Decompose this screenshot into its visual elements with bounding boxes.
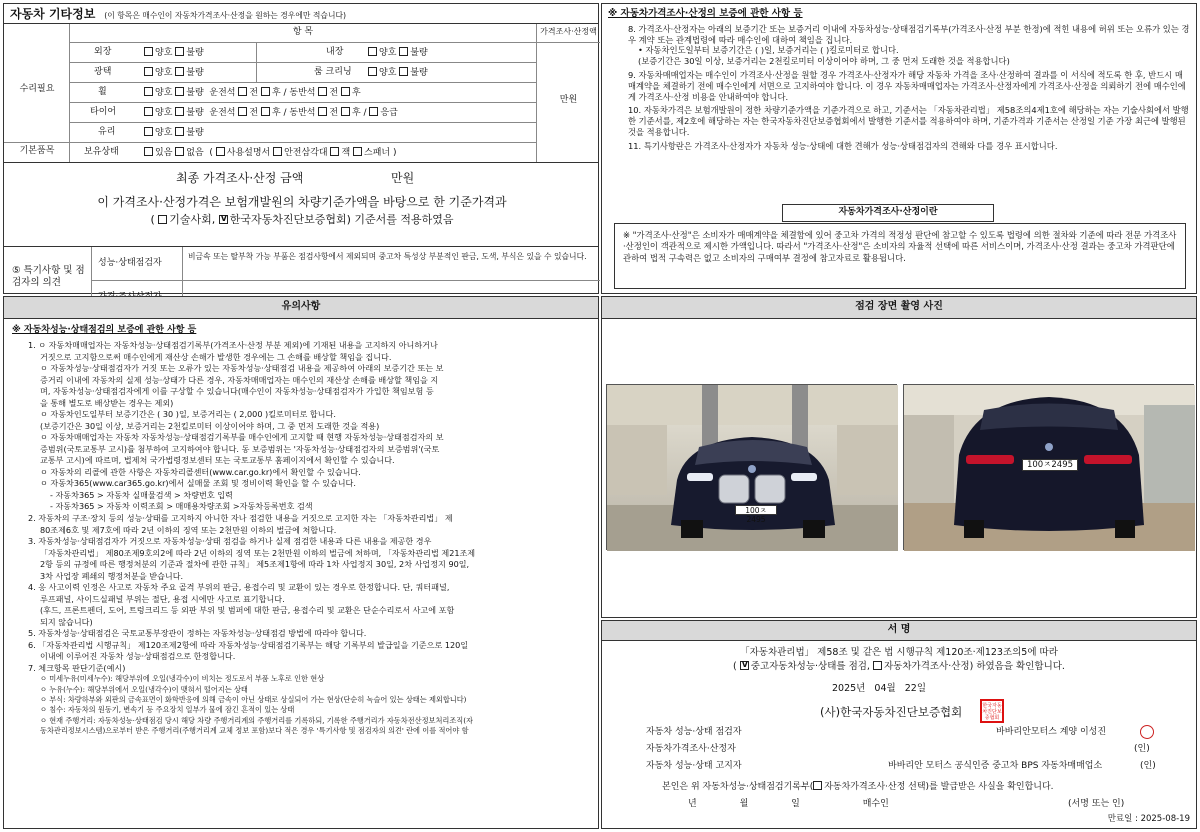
checkbox-exterior-bad[interactable] (175, 47, 184, 56)
price-guarantee-title: ※ 자동차가격조사·산정의 보증에 관한 사항 등 (608, 8, 803, 19)
notes-title: ※ 자동차성능·상태점검의 보증에 관한 사항 등 (12, 325, 197, 335)
price-definition-title: 자동차가격조사·산정이란 (782, 204, 994, 222)
rear-plate: 100ㅈ2495 (1022, 459, 1078, 471)
checkbox-glass-good[interactable] (144, 127, 153, 136)
inspector-stamp (1140, 725, 1154, 739)
row-glass: 유리 양호 불량 (70, 123, 536, 143)
note-line: 이내에 이루어진 자동차 성능·상태점검으로 한정합니다. (40, 651, 236, 662)
basis-line-2: ( 기술사회, V한국자동차진단보증협회) 기준서를 적용하였음 (4, 213, 600, 227)
note-line: 교통부 고시)에 따르며, 법제처 국가법령정보센터 또는 국토교통부 홈페이지에서 확인할 수 있습니다. (40, 455, 395, 466)
checkbox-triangle[interactable] (273, 147, 282, 156)
buyer-line: 년 월 일 매수인 (서명 또는 인) (688, 799, 1125, 809)
notes-list (4, 340, 598, 735)
checkbox-receipt-price[interactable] (813, 781, 822, 790)
guarantee-item-10: 10. 자동차가격은 보험개발원이 정한 차량기준가액을 기준가격으로 하고, 기준서는 「자동차관리법」 제58조의4제1호에 해당하는 자는 기술사회에서 발행한 기준서를, 제2호에 해당하는 자는 한국자동차진단보증협회에서 발행한 기준서를 적용하여야 하며, 기준가격과 기준서는 산정일 기준 가장 최근에 발행된 것을 적용합니다. (628, 105, 1189, 137)
checkbox-gloss-bad[interactable] (175, 67, 184, 76)
final-price-unit: 만원 (391, 171, 415, 185)
sign-confirm-line: ( V중고자동차성능·상태를 점검, 자동차가격조사·산정) 하였음을 확인합니다. (602, 661, 1196, 673)
price-guarantee-panel (601, 3, 1197, 294)
note-line: (보증기간은 30일 이상, 보증거리는 2천킬로미터 이상이어야 하며, 그 중 먼저 도래한 것을 적용) (40, 420, 380, 431)
note-line: ㅇ 부식: 차량하부와 외판의 금속표면이 화학반응에 의해 금속이 아닌 상태로 상실되어 가는 현상(단순히 녹슬어 있는 상태는 제외합니다) (40, 694, 467, 704)
note-line: 80조제6호 및 제7호에 따라 2년 이하의 징역 또는 2천만원 이하의 벌금에 처합니다. (40, 524, 337, 535)
note-line: 3차 사업장 폐쇄의 행정처분을 받습니다. (40, 570, 184, 581)
checkbox-tire-driver-rear[interactable] (261, 107, 270, 116)
note-line: ㅇ 침수: 자동차의 원동기, 변속기 등 주요장치 일부가 물에 잠긴 흔적이 있는 상태 (40, 705, 295, 715)
guarantee-item-11: 11. 특기사항란은 가격조사·산정자가 자동차 성능·상태에 대한 견해가 성능·상태점검자의 견해와 다를 경우 표시합니다. (628, 140, 1058, 151)
checkbox-tech-society[interactable] (158, 215, 167, 224)
signature-panel (601, 620, 1197, 829)
note-line: 1. ㅇ 자동차매매업자는 자동차성능·상태점검기록부(가격조사·산정 부분 제외)에 기재된 내용을 고지하지 아니하거나 (28, 340, 438, 351)
note-line: 4. 응 사고이력 인정은 사고로 자동차 주요 골격 부위의 판금, 용접수리 및 교환이 있는 경우로 한정합니다. 단, 쿼터패널, (28, 582, 450, 593)
note-line: 증거리 이내에 자동차의 실제 성능·상태가 다른 경우, 자동차매매업자는 매수인의 재산상 손해를 배상할 책임을 지 (40, 374, 439, 385)
checkbox-tire-emergency[interactable] (369, 107, 378, 116)
org-seal: 한국자동차진단보증협회 (980, 699, 1004, 723)
rear-photo (903, 384, 1194, 550)
vehicle-other-info-panel (3, 3, 599, 294)
checkbox-interior-bad[interactable] (399, 47, 408, 56)
sign-rows (646, 727, 1176, 778)
basis-line-1: 이 가격조사·산정가격은 보험개발원의 차량기준가액을 바탕으로 한 기준가격과 (97, 195, 507, 209)
note-line: 「자동차관리법」 제80조제9호의2에 따라 2년 이하의 징역 또는 2천만원 이하의 벌금에 처하며, 「자동차관리법 제21조제 (40, 547, 476, 558)
expiry-date: 만료일 : 2025-08-19 (1107, 814, 1190, 825)
note-line: ㅇ 자동차인도일부터 보증기간은 ( 30 )일, 보증거리는 ( 2,000 )킬로미터로 합니다. (40, 409, 336, 420)
sign-row-notifier: 자동차 성능·상태 고지자 바바리안 모터스 공식인증 중고차 BPS 자동차매매업소 (인) (646, 761, 1156, 771)
checkbox-cleaning-good[interactable] (368, 67, 377, 76)
other-info-grid (4, 24, 598, 162)
note-line: (후드, 프론트펜더, 도어, 트렁크리드 등 외판 부위 및 범퍼에 대한 판금, 용접수리 및 교환은 단순수리로서 사고에 포함 (40, 605, 455, 616)
sign-row-appraiser: 자동차가격조사·산정자 (인) (646, 744, 1150, 754)
other-info-title: 자동차 기타정보 (10, 7, 96, 21)
final-price-section (4, 162, 598, 246)
notes-panel (3, 296, 599, 829)
price-definition-text: ※ "가격조사·산정"은 소비자가 매매계약을 체결함에 있어 중고차 가격의 적정성 판단에 참고할 수 있도록 법령에 의한 절차와 기준에 따라 전문 가격조사·산정인이 객관적으로 제시한 가액입니다. 따라서 "가격조사·산정"은 소비자의 자율적 선택에 따른 서비스이며, 가격조사·산정 결과는 중고차 가격판단에 관하여 법적 구속력은 없고 소비자의 구매여부 결정에 참고자료로 활용됩니다. (614, 223, 1186, 289)
note-line: 2. 자동차의 구조·장치 등의 성능·상태를 고지하지 아니한 자나 점검한 내용을 거짓으로 고지한 자는 「자동차관리법」 제 (28, 512, 453, 523)
final-price-label: 최종 가격조사·산정 금액 (176, 171, 304, 185)
checkbox-cleaning-bad[interactable] (399, 67, 408, 76)
checkbox-wheel-bad[interactable] (175, 87, 184, 96)
checkbox-tire-bad[interactable] (175, 107, 184, 116)
row-exterior: 외장 양호 불량 내장 양호 불량 (70, 43, 536, 63)
checkbox-wheel-driver-rear[interactable] (261, 87, 270, 96)
note-line: 6. 「자동차관리법 시행규칙」 제120조제2항에 따라 자동차성능·상태점검기록부는 해당 기록부의 발급일을 기준으로 120일 (28, 639, 469, 650)
note-line: ㅇ 자동차365(www.car365.go.kr)에서 실매물 조회 및 정비이력 확인을 할 수 있습니다. (40, 478, 356, 489)
checkbox-tire-passenger-rear[interactable] (341, 107, 350, 116)
photos-header: 점검 장면 촬영 사진 (602, 297, 1196, 319)
note-line: ㅇ 미세누유(미세누수): 해당부위에 오일(냉각수)이 비치는 정도로서 부품 노후로 인한 현상 (40, 674, 325, 684)
checkbox-used-car-inspection[interactable] (740, 661, 749, 670)
checkbox-gloss-good[interactable] (144, 67, 153, 76)
note-line: 을 통해 별도로 배상받는 경우는 제외) (40, 397, 174, 408)
guarantee-item-9: 9. 자동차매매업자는 매수인이 가격조사·산정을 원할 경우 가격조사·산정자가 해당 자동차 가격을 조사·산정하여 결과를 이 서식에 적도록 한 후, 반드시 매매계약을 체결하기 전에 매수인에게 서면으로 고지하여야 합니다. 이 경우 자동차매매업자는 가격조사·산정자에게 가격조사·산정을 의뢰하기 전에 매수인에게 가격조사·산정 비용을 안내하여야 합니다. (628, 70, 1186, 102)
note-line: ㅇ 자동차의 리콜에 관한 사항은 자동차리콜센터(www.car.go.kr)에서 확인할 수 있습니다. (40, 466, 361, 477)
checkbox-interior-good[interactable] (368, 47, 377, 56)
front-car-image (607, 385, 898, 551)
price-unit-label: 만원 (559, 95, 578, 105)
note-line: 3. 자동차성능·상태점검자가 거짓으로 자동차성능·상태 점검을 하거나 실제 점검한 내용과 다른 내용을 제공한 경우 (28, 536, 432, 547)
note-line: ㅇ 누유(누수): 해당부위에서 오일(냉각수)이 맺혀서 떨어지는 상태 (40, 684, 248, 694)
checkbox-jack[interactable] (330, 147, 339, 156)
row-tire: 타이어 양호 불량 운전석 전 후 / 동반석 전 후 / 응급 (70, 103, 536, 123)
sign-org: (사)한국자동차진단보증협회 (820, 705, 963, 719)
note-line: - 자동차365 > 자동차 실매물검색 > 차량번호 입력 (50, 489, 233, 500)
checkbox-tire-passenger-front[interactable] (318, 107, 327, 116)
note-line: ㅇ 자동차성능·상태점검자가 거짓 또는 오류가 있는 자동차성능·상태점검 내용을 제공하여 아래의 보증기간 또는 보 (40, 363, 444, 374)
sign-law-line: 「자동차관리법」 제58조 및 같은 법 시행규칙 제120조·제123조의5에 따라 (740, 647, 1058, 658)
guarantee-item-8: 8. 가격조사·산정자는 아래의 보증기간 또는 보증거리 이내에 자동차성능·상태점검기록부(가격조사·산정 부분 한정)에 적힌 내용에 허위 또는 오류가 있는 경우 계약 또는 관계법령에 따라 매수인에 대하여 책임을 집니다. (628, 23, 1190, 45)
note-line: 되지 않습니다) (40, 616, 93, 627)
note-line: 증범위(국토교통부 고시)를 첨부하여 고지하여야 합니다. 동 보증범위는 '자동차성능·상태점검자의 보증범위'(국토 (40, 443, 440, 454)
checkbox-tire-driver-front[interactable] (238, 107, 247, 116)
checkbox-tire-good[interactable] (144, 107, 153, 116)
checkbox-wheel-good[interactable] (144, 87, 153, 96)
checkbox-spanner[interactable] (353, 147, 362, 156)
note-line: ㅇ 자동차매매업자는 자동차 자동차성능·상태점검기록부를 매수인에게 고지할 때 현행 자동차성능·상태점검자의 보 (40, 432, 444, 443)
inspector-label: 성능·상태점검자 (98, 258, 162, 268)
front-plate: 100ㅈ2495 (735, 505, 777, 515)
note-line: 2항 등의 규정에 따른 행정처분의 기준과 절차에 관한 규칙」 제5조제1항에 따라 1차 사업정지 30일, 2차 사업정지 90일, (40, 559, 470, 570)
front-photo (606, 384, 897, 550)
inspector-opinion: 비금속 또는 탈부착 가능 부품은 점검사항에서 제외되며 중고차 특성상 부분적인 판금, 도색, 부식은 있을 수 있습니다. (188, 252, 587, 261)
col-item-header: 항 목 (70, 24, 536, 43)
checkbox-wheel-driver-front[interactable] (238, 87, 247, 96)
checkbox-wheel-passenger-rear[interactable] (341, 87, 350, 96)
note-line: 며, 자동차성능·상태점검자에게 이를 구상할 수 있습니다(매수인이 자동차성능·상태점검자가 가입한 책임보험 등 (40, 386, 434, 397)
other-info-header (4, 4, 598, 24)
note-line: ㅇ 현재 주행거리: 자동차성능·상태점검 당시 해당 차량 주행거리계의 주행거리를 기록하되, 기록한 주행거리가 자동차전산정보처리조직(자 (40, 715, 473, 725)
sign-date: 2025년 04월 22일 (832, 683, 927, 694)
note-line: 루프패널, 사이드실패널 부위는 절단, 용접 시에만 사고로 표기합니다. (40, 593, 285, 604)
note-line: 5. 자동차성능·상태점검은 국토교통부장관이 정하는 자동차성능·상태점검 방법에 따라야 합니다. (28, 628, 367, 639)
note-line: 거짓으로 고지함으로써 매수인에게 재산상 손해가 발생한 경우에는 그 손해를 배상할 책임을 집니다. (40, 351, 392, 362)
basic-items-label: 기본품목 (4, 142, 70, 157)
checkbox-glass-bad[interactable] (175, 127, 184, 136)
note-line: 7. 체크항목 판단기준(예시) (28, 662, 126, 673)
guarantee-period-note: (보증기간은 30일 이상, 보증거리는 2천킬로미터 이상이어야 하며, 그 중 먼저 도래한 것을 적용합니다) (638, 56, 1010, 67)
row-wheel: 휠 양호 불량 운전석 전 후 / 동반석 전 후 (70, 83, 536, 103)
sign-row-inspector: 자동차 성능·상태 점검자 바바리안모터스 계양 이성진 (646, 727, 1176, 744)
row-holding: 보유상태 있음 없음 ( 사용설명서 안전삼각대 잭 스패너 ) (84, 147, 397, 158)
checkbox-holding-no[interactable] (175, 147, 184, 156)
checkbox-manual[interactable] (216, 147, 225, 156)
checkbox-exterior-good[interactable] (144, 47, 153, 56)
note-line: - 자동차365 > 자동차 이력조회 > 매매용차량조회 >자동차등록번호 검색 (50, 501, 313, 512)
other-info-note: (이 항목은 매수인이 자동차가격조사·산정을 원하는 경우에만 적습니다) (104, 11, 347, 20)
signature-header: 서 명 (602, 621, 1196, 641)
checkbox-price-appraisal[interactable] (873, 661, 882, 670)
checkbox-wheel-passenger-front[interactable] (318, 87, 327, 96)
special-notes-label: ⑤ 특기사항 및 점검자의 의견 (4, 247, 92, 315)
note-line: 동차관리정보시스템)으로부터 받은 주행거리(주행거리계 교체 정보 포함)보다 적은 경우 '특기사항 및 점검자의 의견' 란에 이를 적어야 함 (40, 726, 469, 735)
receipt-line: 본인은 위 자동차성능·상태점검기록부( 자동차가격조사·산정 선택)를 발급받은 사실을 확인합니다. (662, 782, 1054, 792)
row-gloss: 광택 양호 불량 룸 크리닝 양호 불량 (70, 63, 536, 83)
repair-needed-label: 수리필요 (19, 84, 55, 94)
photos-panel (601, 296, 1197, 618)
checkbox-kadia[interactable] (219, 215, 228, 224)
guarantee-period: • 자동차인도일부터 보증기간은 ( )일, 보증거리는 ( )킬로미터로 합니다. (638, 45, 899, 56)
col-price-header: 가격조사·산정액 (537, 24, 600, 43)
checkbox-holding-yes[interactable] (144, 147, 153, 156)
notes-header: 유의사항 (4, 297, 598, 319)
